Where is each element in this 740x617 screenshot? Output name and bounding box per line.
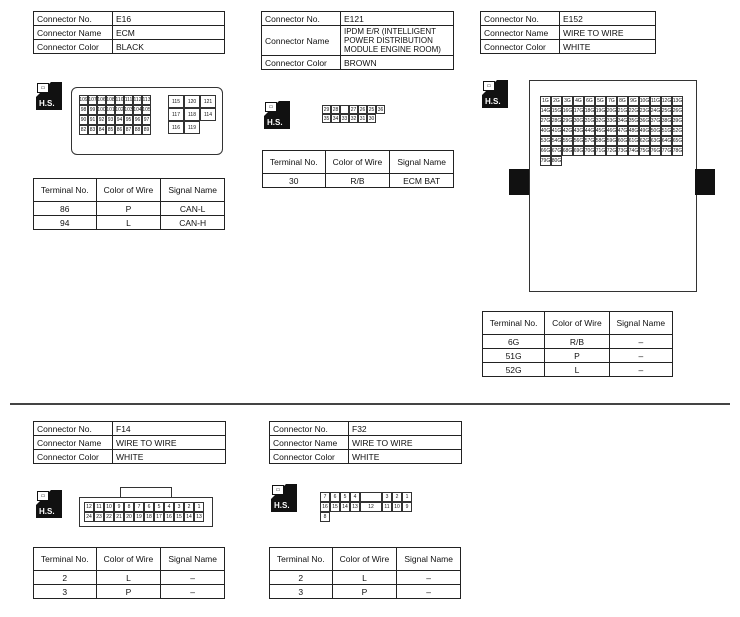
hs-icon: ▭ H.S. xyxy=(36,82,62,110)
pin-43G: 43G xyxy=(573,128,584,134)
pin-8: 8 xyxy=(320,512,330,522)
latch-right xyxy=(695,169,715,195)
pin-46G: 46G xyxy=(606,128,617,134)
pin-8G: 8G xyxy=(617,96,628,106)
connector-name: WIRE TO WIRE xyxy=(113,436,226,450)
pin-78G: 78G xyxy=(672,148,683,154)
pin-27G: 27G xyxy=(540,118,551,124)
pin-19: 19 xyxy=(134,512,144,522)
pin-11G: 11G xyxy=(650,98,661,104)
header-wire: Color of Wire xyxy=(96,548,161,571)
hs-icon: ▭ H.S. xyxy=(264,101,290,129)
header-terminal: Terminal No. xyxy=(270,548,333,571)
wire-cell: P xyxy=(96,202,161,216)
signal-cell: – xyxy=(397,585,461,599)
pin-grid-f32 xyxy=(320,492,412,522)
pin-100: 100 xyxy=(97,107,106,113)
pin-108: 108 xyxy=(106,97,115,103)
pin-5: 5 xyxy=(340,492,350,502)
pin-30G: 30G xyxy=(573,118,584,124)
pin-28: 28 xyxy=(332,106,339,113)
pin-52G: 52G xyxy=(672,128,683,134)
pin-113: 113 xyxy=(142,97,151,103)
pin-94: 94 xyxy=(116,117,123,123)
signal-cell: – xyxy=(609,363,672,377)
pin-9: 9 xyxy=(402,502,412,512)
wire-cell: P xyxy=(332,585,397,599)
signal-cell: – xyxy=(161,585,225,599)
signal-cell: ECM BAT xyxy=(390,174,454,188)
label-connector-name: Connector Name xyxy=(34,436,113,450)
pin-34G: 34G xyxy=(617,118,628,124)
label-connector-color: Connector Color xyxy=(262,56,341,70)
pin-99: 99 xyxy=(89,107,96,113)
pin-61G: 61G xyxy=(628,138,639,144)
pin-50G: 50G xyxy=(650,128,661,134)
header-terminal: Terminal No. xyxy=(34,179,97,202)
terminal-table-f32 xyxy=(269,547,461,599)
pin-120: 120 xyxy=(184,95,200,108)
pin-95: 95 xyxy=(125,117,132,123)
pin-12: 12 xyxy=(84,502,94,512)
label-connector-name: Connector Name xyxy=(34,26,113,40)
terminal-cell: 3 xyxy=(270,585,333,599)
header-wire: Color of Wire xyxy=(332,548,397,571)
pin-104: 104 xyxy=(133,107,142,113)
label-connector-color: Connector Color xyxy=(481,40,560,54)
pin-grid-e121 xyxy=(322,105,385,123)
label-connector-name: Connector Name xyxy=(262,26,341,56)
header-wire: Color of Wire xyxy=(96,179,161,202)
pin-25: 25 xyxy=(368,106,375,113)
pin-35: 35 xyxy=(323,115,330,122)
pin-10: 10 xyxy=(392,502,402,512)
pin-84: 84 xyxy=(98,127,105,133)
pin-96: 96 xyxy=(134,117,141,123)
pin-3: 3 xyxy=(174,502,184,512)
label-connector-no: Connector No. xyxy=(262,12,341,26)
pin-60G: 60G xyxy=(617,138,628,144)
pin-blank xyxy=(340,105,349,114)
pin-56G: 56G xyxy=(573,138,584,144)
header-signal: Signal Name xyxy=(390,151,454,174)
pin-86: 86 xyxy=(116,127,123,133)
pin-15: 15 xyxy=(330,502,340,512)
terminal-cell: 30 xyxy=(263,174,326,188)
pin-10: 10 xyxy=(104,502,114,512)
connector-color: WHITE xyxy=(560,40,656,54)
pin-72G: 72G xyxy=(606,148,617,154)
hs-icon: ▭ H.S. xyxy=(271,484,297,512)
header-wire: Color of Wire xyxy=(325,151,390,174)
pin-31: 31 xyxy=(359,115,366,122)
pin-111: 111 xyxy=(124,97,133,103)
pin-91: 91 xyxy=(89,117,96,123)
pin-53G: 53G xyxy=(540,138,551,144)
hs-icon: ▭ H.S. xyxy=(482,80,508,108)
pin-18: 18 xyxy=(144,512,154,522)
pin-116: 116 xyxy=(168,121,184,134)
pin-73G: 73G xyxy=(617,148,628,154)
pin-23: 23 xyxy=(94,512,104,522)
pin-25G: 25G xyxy=(661,108,672,114)
wire-cell: L xyxy=(96,216,161,230)
signal-cell: – xyxy=(609,335,672,349)
connector-color: BROWN xyxy=(341,56,454,70)
pin-30: 30 xyxy=(368,115,375,122)
connector-name: IPDM E/R (INTELLIGENT POWER DISTRIBUTION MODULE ENGINE ROOM) xyxy=(341,26,454,56)
pin-80G: 80G xyxy=(551,158,562,164)
hs-icon: ▭ H.S. xyxy=(36,490,62,518)
pin-2G: 2G xyxy=(551,96,562,106)
pin-5: 5 xyxy=(154,502,164,512)
terminal-cell: 52G xyxy=(483,363,545,377)
pin-85: 85 xyxy=(107,127,114,133)
pin-3G: 3G xyxy=(562,96,573,106)
pin-110: 110 xyxy=(115,97,124,103)
pin-37G: 37G xyxy=(650,118,661,124)
pin-12: 12 xyxy=(360,502,382,512)
label-connector-color: Connector Color xyxy=(270,450,349,464)
pin-32: 32 xyxy=(350,115,357,122)
pin-92: 92 xyxy=(98,117,105,123)
pin-14: 14 xyxy=(184,512,194,522)
signal-cell: – xyxy=(609,349,672,363)
pin-grid-f14 xyxy=(84,502,204,522)
pin-97: 97 xyxy=(143,117,150,123)
terminal-cell: 94 xyxy=(34,216,97,230)
pin-115: 115 xyxy=(168,95,184,108)
pin-6: 6 xyxy=(330,492,340,502)
pin-117: 117 xyxy=(168,108,184,121)
pin-24G: 24G xyxy=(650,108,661,114)
pin-17G: 17G xyxy=(573,108,584,114)
signal-cell: – xyxy=(397,571,461,585)
label-connector-no: Connector No. xyxy=(34,422,113,436)
connector-no: E16 xyxy=(113,12,225,26)
connector-no: E121 xyxy=(341,12,454,26)
pin-32G: 32G xyxy=(595,118,606,124)
pin-18G: 18G xyxy=(584,108,595,114)
header-terminal: Terminal No. xyxy=(263,151,326,174)
pin-22: 22 xyxy=(104,512,114,522)
pin-119: 119 xyxy=(184,121,200,134)
pin-4: 4 xyxy=(164,502,174,512)
connector-info-e16 xyxy=(33,11,225,54)
label-connector-no: Connector No. xyxy=(270,422,349,436)
section-divider xyxy=(10,403,730,405)
pin-55G: 55G xyxy=(562,138,573,144)
connector-no: E152 xyxy=(560,12,656,26)
pin-24: 24 xyxy=(84,512,94,522)
pin-6: 6 xyxy=(144,502,154,512)
label-connector-color: Connector Color xyxy=(34,450,113,464)
pin-13: 13 xyxy=(194,512,204,522)
pin-107: 107 xyxy=(88,97,97,103)
pin-13: 13 xyxy=(350,502,360,512)
pin-7: 7 xyxy=(134,502,144,512)
label-connector-color: Connector Color xyxy=(34,40,113,54)
pin-83: 83 xyxy=(89,127,96,133)
pin-70G: 70G xyxy=(584,148,595,154)
pin-1: 1 xyxy=(194,502,204,512)
pin-39G: 39G xyxy=(672,118,683,124)
pin-36G: 36G xyxy=(639,118,650,124)
wire-cell: L xyxy=(332,571,397,585)
pin-8: 8 xyxy=(124,502,134,512)
pin-42G: 42G xyxy=(562,128,573,134)
pin-27: 27 xyxy=(350,106,357,113)
pin-63G: 63G xyxy=(650,138,661,144)
pin-7: 7 xyxy=(320,492,330,502)
pin-15G: 15G xyxy=(551,108,562,114)
pin-6G: 6G xyxy=(584,96,595,106)
pin-14: 14 xyxy=(340,502,350,512)
terminal-cell: 2 xyxy=(270,571,333,585)
pin-36: 36 xyxy=(377,106,384,113)
connector-info-e152 xyxy=(480,11,656,54)
pin-82: 82 xyxy=(80,127,87,133)
pin-16: 16 xyxy=(320,502,330,512)
pin-23G: 23G xyxy=(639,108,650,114)
pin-109: 109 xyxy=(79,97,88,103)
connector-no: F14 xyxy=(113,422,226,436)
pin-14G: 14G xyxy=(540,108,551,114)
pin-1G: 1G xyxy=(540,96,551,106)
connector-info-e121 xyxy=(261,11,454,70)
pin-20G: 20G xyxy=(606,108,617,114)
pin-9: 9 xyxy=(114,502,124,512)
pin-45G: 45G xyxy=(595,128,606,134)
pin-44G: 44G xyxy=(584,128,595,134)
pin-31G: 31G xyxy=(584,118,595,124)
pin-7G: 7G xyxy=(606,96,617,106)
pin-33: 33 xyxy=(341,115,348,122)
header-terminal: Terminal No. xyxy=(483,312,545,335)
pin-28G: 28G xyxy=(551,118,562,124)
pin-71G: 71G xyxy=(595,148,606,154)
pin-2: 2 xyxy=(184,502,194,512)
pin-11: 11 xyxy=(382,502,392,512)
wire-cell: R/B xyxy=(545,335,609,349)
pin-3: 3 xyxy=(382,492,392,502)
pin-66G: 66G xyxy=(540,148,551,154)
pin-69G: 69G xyxy=(573,148,584,154)
pin-93: 93 xyxy=(107,117,114,123)
pin-41G: 41G xyxy=(551,128,562,134)
label-connector-no: Connector No. xyxy=(481,12,560,26)
pin-112: 112 xyxy=(133,97,142,103)
pin-12G: 12G xyxy=(661,98,672,104)
pin-16G: 16G xyxy=(562,108,573,114)
pin-29G: 29G xyxy=(562,118,573,124)
header-wire: Color of Wire xyxy=(545,312,609,335)
pin-89: 89 xyxy=(143,127,150,133)
pin-103: 103 xyxy=(124,107,133,113)
latch-left xyxy=(509,169,529,195)
label-connector-name: Connector Name xyxy=(481,26,560,40)
pin-68G: 68G xyxy=(562,148,573,154)
pin-grid-e152 xyxy=(540,96,683,166)
pin-26G: 26G xyxy=(672,108,683,114)
pin-21G: 21G xyxy=(617,108,628,114)
pin-106: 106 xyxy=(97,97,106,103)
terminal-cell: 3 xyxy=(34,585,97,599)
signal-cell: – xyxy=(161,571,225,585)
pin-74G: 74G xyxy=(628,148,639,154)
pin-19G: 19G xyxy=(595,108,606,114)
connector-name: ECM xyxy=(113,26,225,40)
pin-121: 121 xyxy=(200,95,216,108)
terminal-cell: 51G xyxy=(483,349,545,363)
header-signal: Signal Name xyxy=(397,548,461,571)
pin-98: 98 xyxy=(80,107,87,113)
connector-info-f14 xyxy=(33,421,226,464)
pin-26: 26 xyxy=(359,106,366,113)
pin-35G: 35G xyxy=(628,118,639,124)
terminal-cell: 6G xyxy=(483,335,545,349)
connector-name: WIRE TO WIRE xyxy=(560,26,656,40)
wire-cell: L xyxy=(96,571,161,585)
pin-15: 15 xyxy=(174,512,184,522)
terminal-cell: 2 xyxy=(34,571,97,585)
connector-info-f32 xyxy=(269,421,462,464)
connector-name: WIRE TO WIRE xyxy=(349,436,462,450)
header-signal: Signal Name xyxy=(161,548,225,571)
pin-49G: 49G xyxy=(639,128,650,134)
pin-33G: 33G xyxy=(606,118,617,124)
pin-4: 4 xyxy=(350,492,360,502)
pin-79G: 79G xyxy=(540,158,551,164)
pin-105: 105 xyxy=(142,107,151,113)
terminal-table-e152 xyxy=(482,311,673,377)
pin-13G: 13G xyxy=(672,98,683,104)
pin-54G: 54G xyxy=(551,138,562,144)
pin-21: 21 xyxy=(114,512,124,522)
pin-5G: 5G xyxy=(595,96,606,106)
pin-67G: 67G xyxy=(551,148,562,154)
signal-cell: CAN-H xyxy=(161,216,225,230)
terminal-cell: 86 xyxy=(34,202,97,216)
pin-blank xyxy=(360,492,382,502)
terminal-table-f14 xyxy=(33,547,225,599)
pin-77G: 77G xyxy=(661,148,672,154)
terminal-table-e16 xyxy=(33,178,225,230)
pin-118: 118 xyxy=(184,108,200,121)
pin-88: 88 xyxy=(134,127,141,133)
connector-color: WHITE xyxy=(349,450,462,464)
pin-47G: 47G xyxy=(617,128,628,134)
pin-grid-e16-right xyxy=(168,95,216,134)
pin-101: 101 xyxy=(106,107,115,113)
pin-17: 17 xyxy=(154,512,164,522)
pin-64G: 64G xyxy=(661,138,672,144)
wire-cell: L xyxy=(545,363,609,377)
pin-11: 11 xyxy=(94,502,104,512)
pin-90: 90 xyxy=(80,117,87,123)
pin-59G: 59G xyxy=(606,138,617,144)
signal-cell: CAN-L xyxy=(161,202,225,216)
pin-87: 87 xyxy=(125,127,132,133)
pin-34: 34 xyxy=(332,115,339,122)
pin-114: 114 xyxy=(200,108,216,121)
pin-57G: 57G xyxy=(584,138,595,144)
header-signal: Signal Name xyxy=(609,312,672,335)
pin-20: 20 xyxy=(124,512,134,522)
wire-cell: P xyxy=(96,585,161,599)
header-terminal: Terminal No. xyxy=(34,548,97,571)
pin-102: 102 xyxy=(115,107,124,113)
pin-1: 1 xyxy=(402,492,412,502)
header-signal: Signal Name xyxy=(161,179,225,202)
pin-38G: 38G xyxy=(661,118,672,124)
pin-58G: 58G xyxy=(595,138,606,144)
pin-9G: 9G xyxy=(628,96,639,106)
pin-62G: 62G xyxy=(639,138,650,144)
connector-no: F32 xyxy=(349,422,462,436)
pin-2: 2 xyxy=(392,492,402,502)
label-connector-no: Connector No. xyxy=(34,12,113,26)
pin-51G: 51G xyxy=(661,128,672,134)
pin-22G: 22G xyxy=(628,108,639,114)
wire-cell: R/B xyxy=(325,174,390,188)
pin-16: 16 xyxy=(164,512,174,522)
pin-76G: 76G xyxy=(650,148,661,154)
pin-grid-e16-left xyxy=(79,95,151,135)
wire-cell: P xyxy=(545,349,609,363)
pin-29: 29 xyxy=(323,106,330,113)
pin-65G: 65G xyxy=(672,138,683,144)
connector-color: BLACK xyxy=(113,40,225,54)
pin-75G: 75G xyxy=(639,148,650,154)
connector-color: WHITE xyxy=(113,450,226,464)
pin-48G: 48G xyxy=(628,128,639,134)
label-connector-name: Connector Name xyxy=(270,436,349,450)
terminal-table-e121 xyxy=(262,150,454,188)
latch-tab-f14 xyxy=(120,487,172,498)
pin-4G: 4G xyxy=(573,96,584,106)
pin-40G: 40G xyxy=(540,128,551,134)
pin-10G: 10G xyxy=(639,98,650,104)
